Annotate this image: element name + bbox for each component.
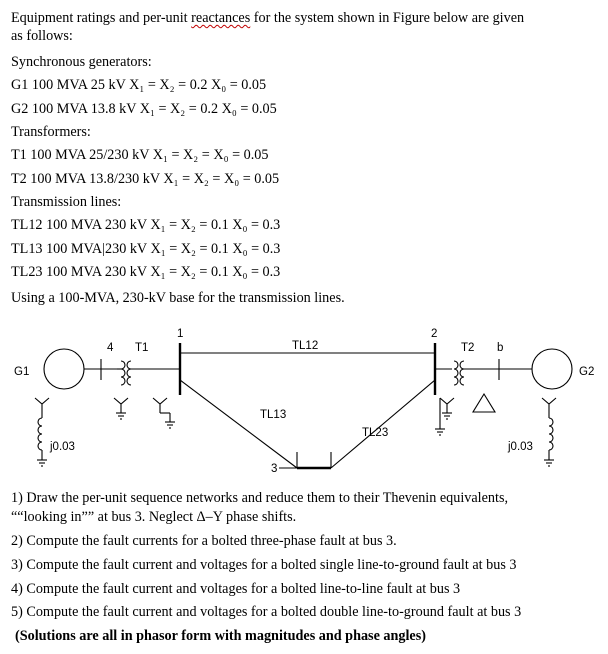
label-bus-4: 4 [107,342,114,354]
label-z-left: j0.03 [50,441,75,453]
generator-g2-rating: G2 100 MVA 13.8 kV X₁ = X₂ = 0.2 X₀ = 0.05 [11,101,277,117]
line-tl13-rating: TL13 100 MVA|230 kV X₁ = X₂ = 0.1 X₀ = 0.3 [11,241,281,257]
intro-text-b: for the system shown in Figure below are given [250,10,525,26]
label-tl12: TL12 [292,340,319,352]
t1-secondary-wye-ground-symbol [153,398,175,428]
lines-heading: Transmission lines: [11,194,122,210]
label-t2: T2 [461,342,475,354]
label-bus-3: 3 [271,463,278,475]
label-bus-b: b [497,342,504,354]
transformer-t1-symbol [117,361,180,385]
g1-neutral-ground [35,398,49,466]
g2-neutral-ground [542,398,556,466]
generators-heading: Synchronous generators: [11,54,152,70]
question-2: 2) Compute the fault currents for a bolted three-phase fault at bus 3. [11,533,397,549]
label-bus-2: 2 [431,328,438,340]
transformer-t1-rating: T1 100 MVA 25/230 kV X₁ = X₂ = X₀ = 0.05 [11,147,269,163]
solutions-note: (Solutions are all in phasor form with magnitudes and phase angles) [15,628,426,644]
generator-g2-circle [532,349,572,389]
label-g1: G1 [14,366,30,378]
intro-line-1 [11,9,524,27]
one-line-diagram [0,318,608,484]
t1-wye-ground-symbol [114,398,128,419]
label-g2: G2 [579,366,595,378]
intro-text-a: Equipment ratings and per-unit [11,10,192,26]
line-tl13 [180,380,297,468]
label-tl13: TL13 [260,409,287,421]
line-tl12-rating: TL12 100 MVA 230 kV X₁ = X₂ = 0.1 X₀ = 0.3 [11,217,281,233]
transformers-heading: Transformers: [11,124,91,140]
spellcheck-word: reactances [191,10,251,26]
intro-line-2: as follows: [11,28,73,44]
question-5: 5) Compute the fault current and voltages for a bolted double line-to-ground fault at bus 3 [11,604,522,620]
transformer-t2-rating: T2 100 MVA 13.8/230 kV X₁ = X₂ = X₀ = 0.05 [11,171,280,187]
generator-g1-rating: G1 100 MVA 25 kV X₁ = X₂ = 0.2 X₀ = 0.05 [11,77,267,93]
question-1-line-1: 1) Draw the per-unit sequence networks and reduce them to their Thevenin equivalents, [11,490,509,506]
label-z-right: j0.03 [508,441,533,453]
line-tl23 [331,380,435,468]
line-tl23-rating: TL23 100 MVA 230 kV X₁ = X₂ = 0.1 X₀ = 0.3 [11,264,281,280]
base-statement: Using a 100-MVA, 230-kV base for the transmission lines. [11,290,345,306]
t2-delta-symbol [473,394,495,412]
label-t1: T1 [135,342,149,354]
t2-wye-ground-symbol [435,398,454,435]
label-tl23: TL23 [362,427,389,439]
generator-g1-circle [44,349,84,389]
question-1-line-2: ““looking in”” at bus 3. Neglect Δ–Y phase shifts. [11,509,297,525]
question-4: 4) Compute the fault current and voltages for a bolted line-to-line fault at bus 3 [11,581,461,597]
question-3: 3) Compute the fault current and voltages for a bolted single line-to-ground fault at bus 3 [11,557,517,573]
label-bus-1: 1 [177,328,184,340]
transformer-t2-symbol [435,361,532,385]
